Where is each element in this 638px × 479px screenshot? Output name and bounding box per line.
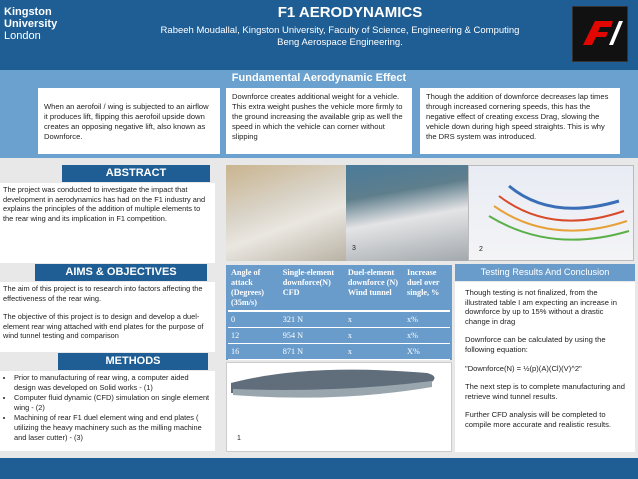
methods-list xyxy=(0,371,215,451)
downforce-table xyxy=(228,266,450,360)
table-header-cell: Angle of attack (Degrees) (35m/s) xyxy=(228,266,280,311)
wing-number: 1 xyxy=(237,435,241,442)
fundamental-box-drag xyxy=(420,88,620,154)
table-cell: 0 xyxy=(228,311,280,328)
table-header-cell: Increase duel over single, % xyxy=(404,266,450,311)
table-cell: 321 N xyxy=(280,311,345,328)
table-header-cell: Single-element downforce(N) CFD xyxy=(280,266,345,311)
table-row xyxy=(228,311,450,328)
table-cell: x xyxy=(345,311,404,328)
cfd-number: 2 xyxy=(479,246,483,253)
fundamental-text-1: When an aerofoil / wing is subjected to an airflow it produces lift, flipping this aerofoil upside down creates an opposing negative lift, also known as Downforce. xyxy=(44,102,209,141)
table-cell: 16 xyxy=(228,344,280,360)
methods-heading: METHODS xyxy=(58,353,208,370)
aims-paragraph-1: The aim of this project is to research into factors affecting the effectiveness of the rear wing. xyxy=(3,284,203,303)
authors xyxy=(110,25,570,49)
results-text xyxy=(455,282,635,452)
aims-heading: AIMS & OBJECTIVES xyxy=(35,264,207,281)
results-equation: "Downforce(N) = ½(p)(A)(Cl)(V)^2" xyxy=(465,363,582,373)
table-cell: 954 N xyxy=(280,328,345,344)
wing-model-photo xyxy=(346,165,468,261)
logo-line-3: London xyxy=(4,30,41,42)
abstract-text: The project was conducted to investigate the impact that development in aerodynamics has had on the F1 industry and explains the principles of the addition of multiple elements to the rear wing and its implication in F1 competition. xyxy=(0,183,215,263)
table-row xyxy=(228,328,450,344)
methods-item: • Prior to manufacturing of rear wing, a computer aided design was developed on Solid works - (1) xyxy=(14,373,212,392)
table-row xyxy=(228,344,450,360)
table-header-cell: Duel-element downforce (N) Wind tunnel xyxy=(345,266,404,311)
fundamental-text-3: Though the addition of downforce decreases lap times through increased cornering speeds, this has the negative effect of creating excess Drag, slowing the vehicle down during high speed straights. This is why the DRS system was introduced. xyxy=(426,92,609,141)
wing-cad-render xyxy=(226,362,452,452)
fundamental-text-2: Downforce creates additional weight for a vehicle. This extra weight pushes the vehicle more firmly to the ground increasing the available grip as well the speed in which the vehicle can corner without slipping xyxy=(232,92,403,141)
table-cell: 12 xyxy=(228,328,280,344)
logo-line-1: Kingston xyxy=(4,6,52,18)
table-cell: x% xyxy=(404,328,450,344)
results-heading: Testing Results And Conclusion xyxy=(455,264,635,281)
fundamental-title: Fundamental Aerodynamic Effect xyxy=(231,72,407,84)
abstract-heading: ABSTRACT xyxy=(62,165,210,182)
authors-line-1: Rabeeh Moudallal, Kingston University, Faculty of Science, Engineering & Computing xyxy=(160,25,520,36)
methods-item: • Computer fluid dynamic (CFD) simulation on single element wing - (2) xyxy=(14,393,212,412)
authors-line-2: Beng Aerospace Engineering. xyxy=(277,37,403,48)
table-cell: x% xyxy=(404,311,450,328)
table-cell: x xyxy=(345,328,404,344)
photo-number: 3 xyxy=(352,245,356,252)
results-paragraph-2: Downforce can be calculated by using the following equation: xyxy=(465,335,606,354)
cfd-simulation-image xyxy=(468,165,634,261)
wing-prototype-photo xyxy=(226,165,346,261)
f1-logo-icon xyxy=(572,6,628,62)
poster-title: F1 AERODYNAMICS xyxy=(277,4,423,21)
table-cell: X% xyxy=(404,344,450,360)
table-cell: 871 N xyxy=(280,344,345,360)
footer-bar xyxy=(0,458,638,479)
aims-text xyxy=(0,282,215,352)
methods-item: • Machining of rear F1 duel element wing and end plates ( utilizing the heavy machinery such as the milling machine and laser cutter) - (3) xyxy=(14,413,212,442)
fundamental-box-downforce xyxy=(226,88,412,154)
aims-paragraph-2: The objective of this project is to design and develop a duel-element rear wing attached with end plates for the purpose of wind tunnel testing and comparison xyxy=(3,312,204,341)
table-cell: x xyxy=(345,344,404,360)
results-paragraph-4: Further CFD analysis will be completed to compile more accurate and realistic results. xyxy=(465,410,612,429)
university-logo xyxy=(4,6,74,56)
results-paragraph-3: The next step is to complete manufacturing and retrieve wind tunnel results. xyxy=(465,382,625,401)
table-header-row xyxy=(228,266,450,311)
fundamental-box-lift xyxy=(38,88,220,154)
results-paragraph-1: Though testing is not finalized, from the illustrated table I am expecting an increase in downforce by up to 15% without a drastic change in drag xyxy=(465,288,617,326)
logo-line-2: University xyxy=(4,18,58,30)
